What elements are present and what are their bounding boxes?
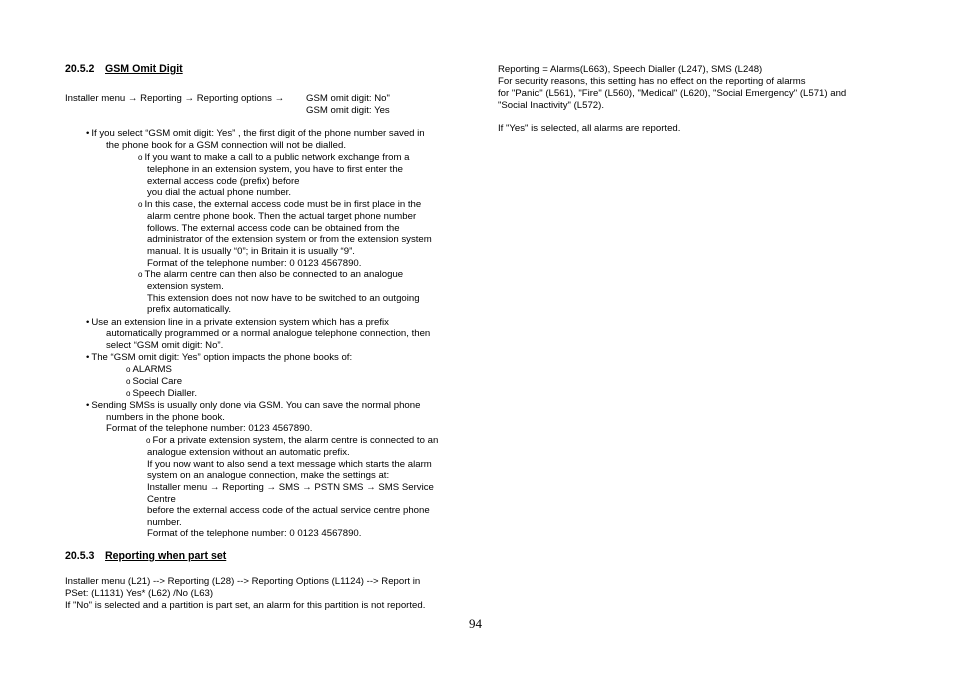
sub-item-4a-line-6: Centre bbox=[147, 494, 176, 505]
phonebook-item-speech-dialler: o Speech Dialler. bbox=[126, 388, 197, 400]
sub-item-1c-line-4: prefix automatically. bbox=[147, 304, 232, 315]
right-yes-note: If "Yes" is selected, all alarms are reported. bbox=[498, 123, 681, 134]
bullet-3: • The “GSM omit digit: Yes” option impacts the phone books of: bbox=[86, 352, 352, 364]
right-line-2: For security reasons, this setting has no effect on the reporting of alarms bbox=[498, 76, 806, 87]
sub-item-1a-line-1: o If you want to make a call to a public network exchange from a bbox=[138, 152, 410, 164]
bullet-1-line-2: the phone book for a GSM connection will not be dialled. bbox=[106, 140, 346, 151]
bullet-2-line-3: select “GSM omit digit: No”. bbox=[106, 340, 224, 351]
page-number: 94 bbox=[469, 616, 482, 631]
option-yes: GSM omit digit: Yes bbox=[306, 105, 390, 116]
menu-path: Installer menu → Reporting → Reporting options → bbox=[65, 93, 285, 104]
sub-item-1b-line-4: administrator of the extension system or from the extension system bbox=[147, 234, 432, 245]
bullet-4-line-3: Format of the telephone number: 0123 4567890. bbox=[106, 423, 313, 434]
sub-item-4a-line-9: Format of the telephone number: 0 0123 4567890. bbox=[147, 528, 362, 539]
bullet-4-line-2: numbers in the phone book. bbox=[106, 412, 225, 423]
sub-item-4a-line-2: analogue extension without an automatic prefix. bbox=[147, 447, 350, 458]
sub-item-1b-line-5: manual. It is usually “0”; in Britain it is usually “9”. bbox=[147, 246, 355, 257]
bullet-1-line-1: • If you select “GSM omit digit: Yes” , the first digit of the phone number saved in bbox=[86, 128, 425, 140]
bullet-2-line-1: • Use an extension line in a private extension system which has a prefix bbox=[86, 317, 389, 329]
sub-item-1a-line-4: you dial the actual phone number. bbox=[147, 187, 292, 198]
sub-item-1b-line-2: alarm centre phone book. Then the actual target phone number bbox=[147, 211, 417, 222]
sub-item-4a-line-3: If you now want to also send a text message which starts the alarm bbox=[147, 459, 432, 470]
sub-item-1a-line-3: external access code (prefix) before bbox=[147, 176, 300, 187]
section-title: Reporting when part set bbox=[105, 550, 227, 562]
phonebook-item-social-care: o Social Care bbox=[126, 376, 182, 388]
reporting-paragraph-line-1: Installer menu (L21) --> Reporting (L28) --> Reporting Options (L1124) --> Report in bbox=[65, 576, 421, 587]
section-heading-20-5-2 bbox=[65, 64, 183, 76]
sub-item-4a-line-7: before the external access code of the actual service centre phone bbox=[147, 505, 430, 516]
sub-item-4a-line-5: Installer menu → Reporting → SMS → PSTN SMS → SMS Service bbox=[147, 482, 434, 493]
sub-item-1c-line-2: extension system. bbox=[147, 281, 224, 292]
bullet-2-line-2: automatically programmed or a normal analogue telephone connection, then bbox=[106, 328, 431, 339]
section-title: GSM Omit Digit bbox=[105, 63, 183, 75]
sub-item-1a-line-2: telephone in an extension system, you have to first enter the bbox=[147, 164, 403, 175]
right-line-1: Reporting = Alarms(L663), Speech Dialler (L247), SMS (L248) bbox=[498, 64, 763, 75]
right-line-4: "Social Inactivity" (L572). bbox=[498, 100, 604, 111]
right-line-3: for "Panic" (L561), "Fire" (L560), "Medical" (L620), "Social Emergency" (L571) and bbox=[498, 88, 847, 99]
sub-item-1c-line-1: o The alarm centre can then also be connected to an analogue bbox=[138, 269, 403, 281]
sub-item-1c-line-3: This extension does not now have to be switched to an outgoing bbox=[147, 293, 420, 304]
bullet-4-line-1: • Sending SMSs is usually only done via GSM. You can save the normal phone bbox=[86, 400, 420, 412]
sub-item-4a-line-4: system on an analogue connection, make the settings at: bbox=[147, 470, 390, 481]
phonebook-item-alarms: o ALARMS bbox=[126, 364, 172, 376]
sub-item-1b-line-3: follows. The external access code can be obtained from the bbox=[147, 223, 400, 234]
sub-item-4a-line-8: number. bbox=[147, 517, 182, 528]
sub-item-1b-line-6: Format of the telephone number: 0 0123 4567890. bbox=[147, 258, 362, 269]
sub-item-1b-line-1: o In this case, the external access code must be in first place in the bbox=[138, 199, 421, 211]
section-heading-20-5-3 bbox=[65, 551, 226, 563]
section-number: 20.5.2 bbox=[65, 63, 95, 75]
reporting-paragraph-line-2: PSet: (L1131) Yes* (L62) /No (L63) bbox=[65, 588, 214, 599]
reporting-paragraph-line-3: If "No" is selected and a partition is part set, an alarm for this partition is not reported. bbox=[65, 600, 426, 611]
section-number: 20.5.3 bbox=[65, 550, 95, 562]
option-no: GSM omit digit: No" bbox=[306, 93, 390, 104]
sub-item-4a-line-1: o For a private extension system, the alarm centre is connected to an bbox=[146, 435, 438, 447]
